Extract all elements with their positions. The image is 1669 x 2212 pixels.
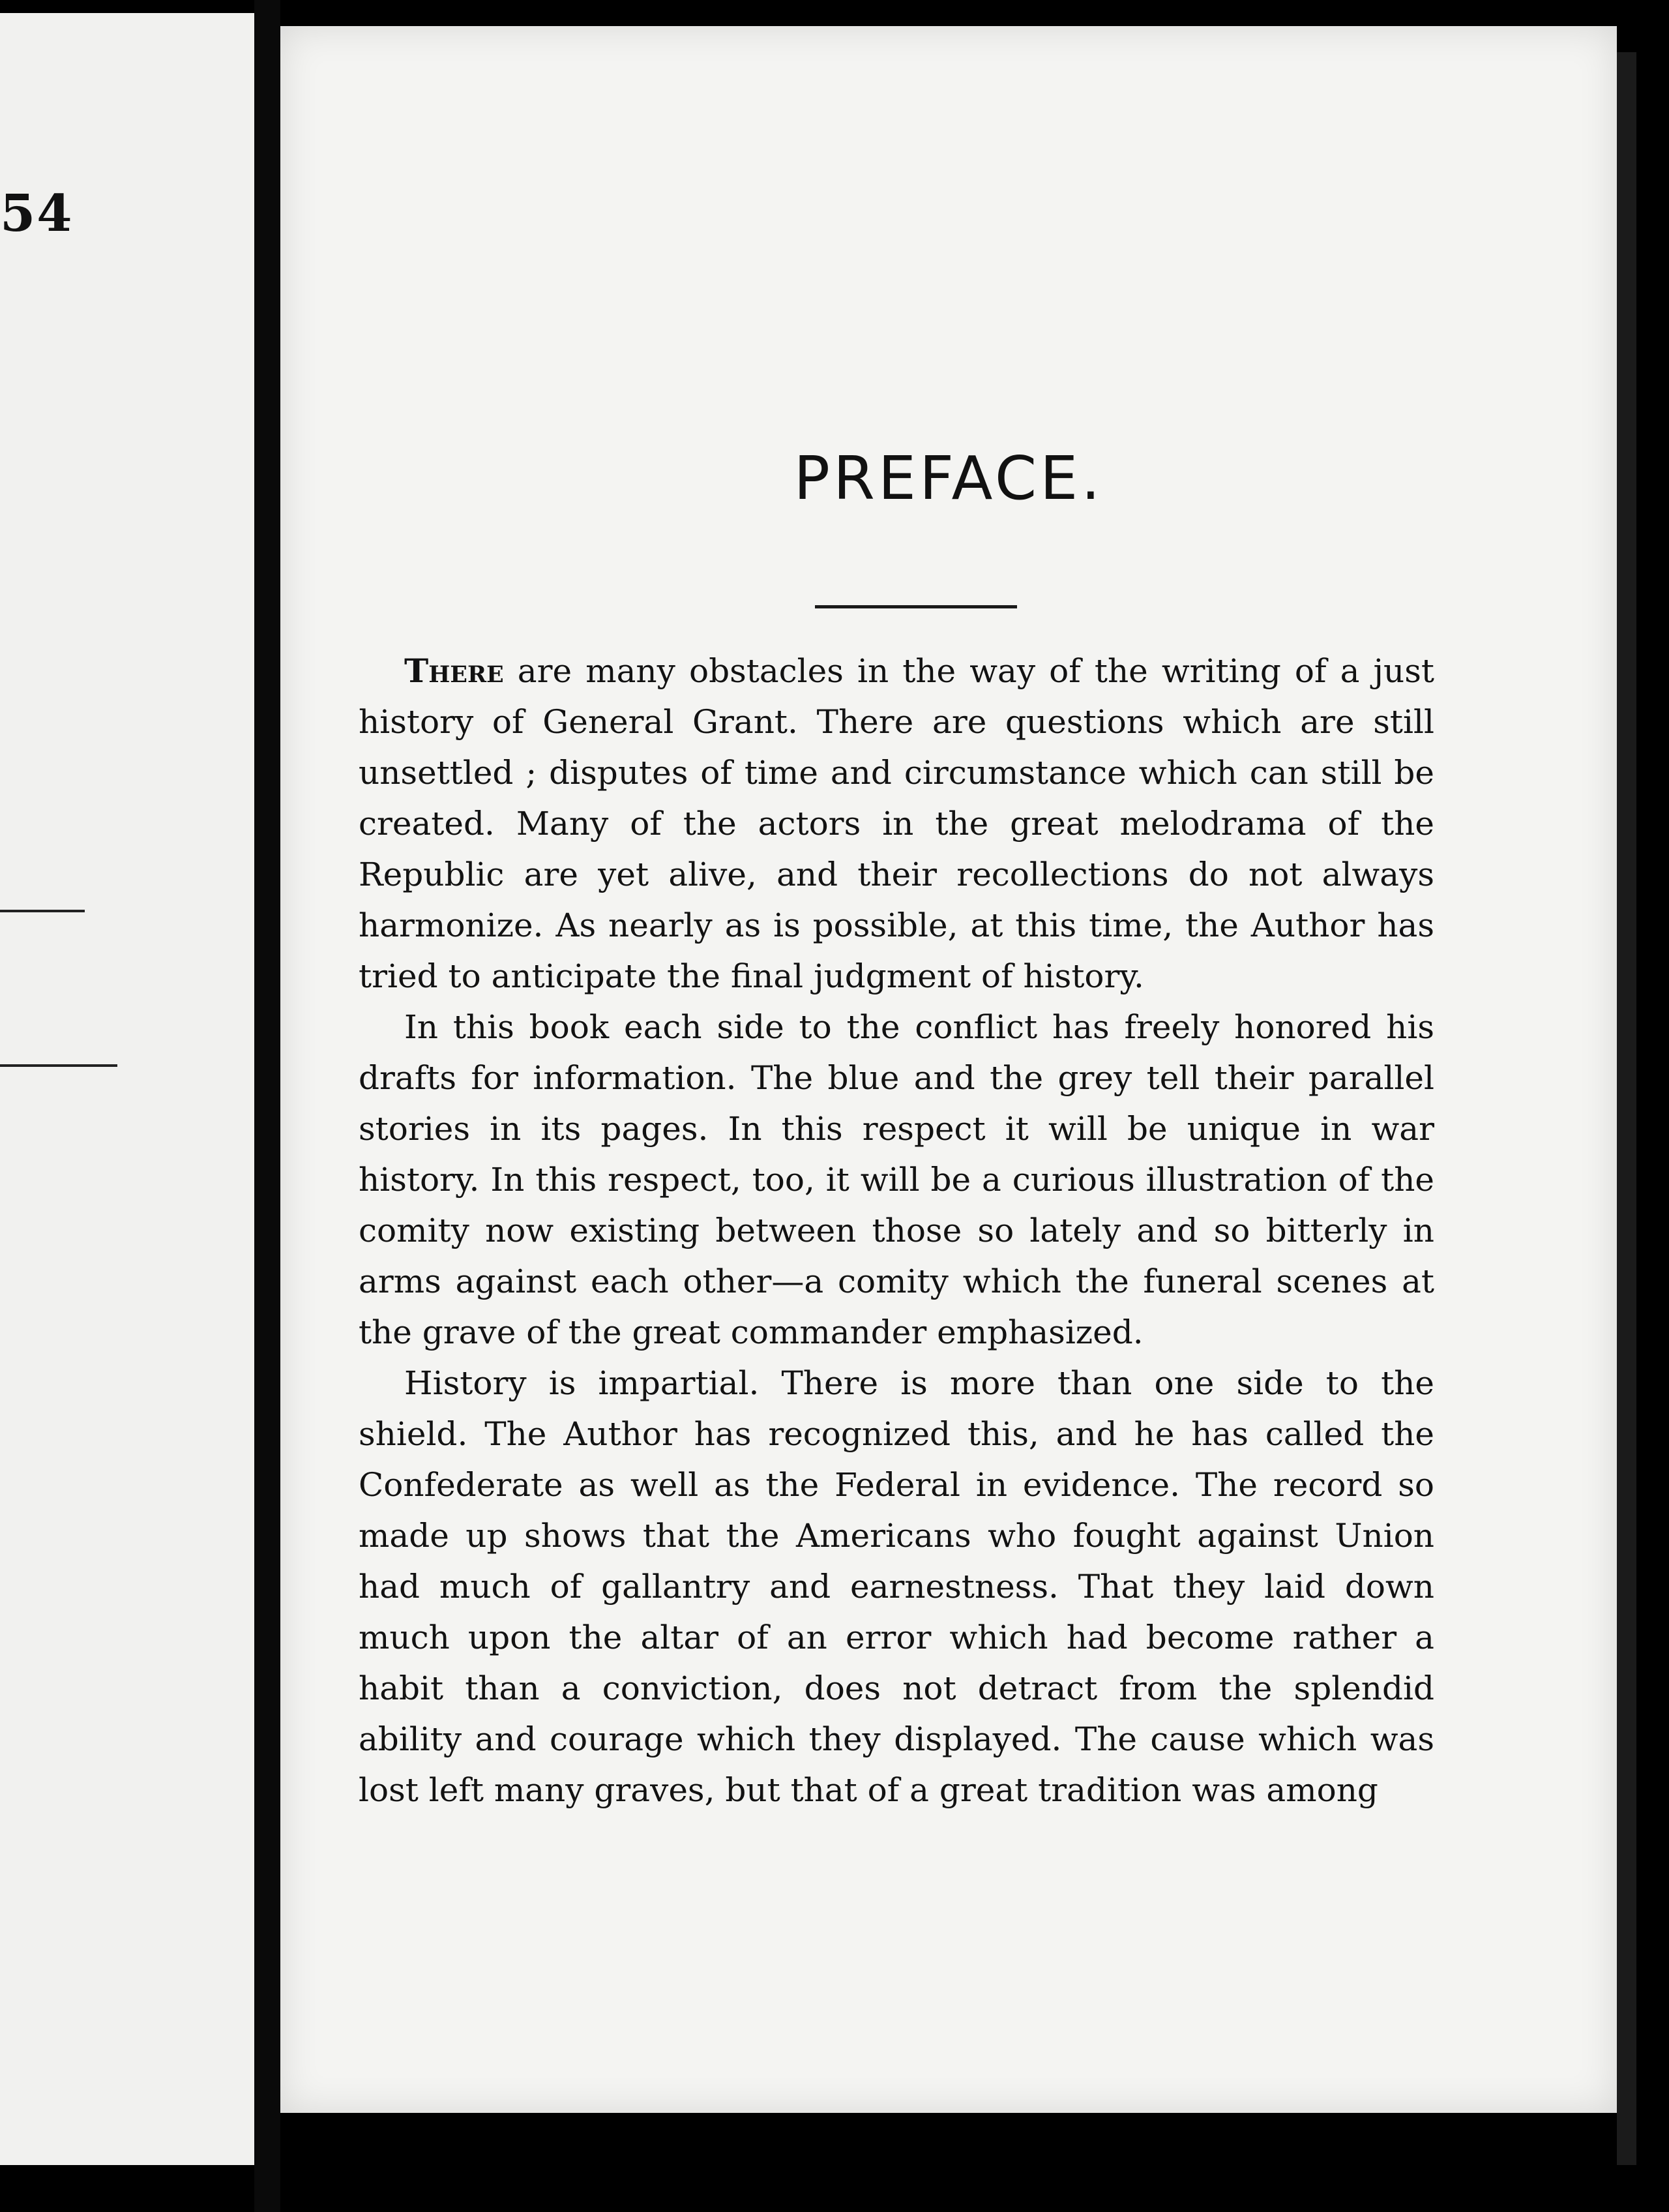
title-divider: [815, 605, 1017, 608]
facing-page-rule: [0, 1064, 117, 1067]
paragraph-3: History is impartial. There is more than one side to the shield. The Author has recognized this, and he has called the Confederate as well as the Federal in evidence. The record so made up shows that the Americans who fought against Union had much of gallantry and earnestness. That they laid down much upon the altar of an error which had become rather a habit than a conviction, does not detract from the splendid ability and courage which they displayed. The cause which was lost left many graves, but that of a great tradition was among: [359, 1364, 1434, 1809]
drop-word: There: [404, 651, 504, 690]
preface-page: [280, 26, 1617, 2113]
facing-page-rule: [0, 910, 85, 912]
book-gutter: [254, 0, 280, 2212]
page-edge-shadow: [1617, 52, 1636, 2165]
paragraph-2: In this book each side to the conflict has freely honored his drafts for information. The blue and the grey tell their parallel stories in its pages. In this respect it will be unique in war history. In this respect, too, it will be a curious illustration of the comity now existing between those so lately and so bitterly in arms against each other—a comity which the funeral scenes at the grave of the great commander emphasized.: [359, 1008, 1434, 1351]
page-number: 54: [0, 184, 74, 243]
preface-body: [359, 646, 1434, 1816]
facing-page: [0, 13, 254, 2165]
page-title: PREFACE.: [793, 443, 1104, 513]
paragraph-1: [359, 646, 1434, 1002]
paragraph-1-text: are many obstacles in the way of the writing of a just history of General Grant. There are questions which are still unsettled ; disputes of time and circumstance which can still be created. Many of the actors in the great melodrama of the Republic are yet alive, and their recollections do not always harmonize. As nearly as is possible, at this time, the Author has tried to anticipate the final judgment of history.: [359, 652, 1434, 995]
